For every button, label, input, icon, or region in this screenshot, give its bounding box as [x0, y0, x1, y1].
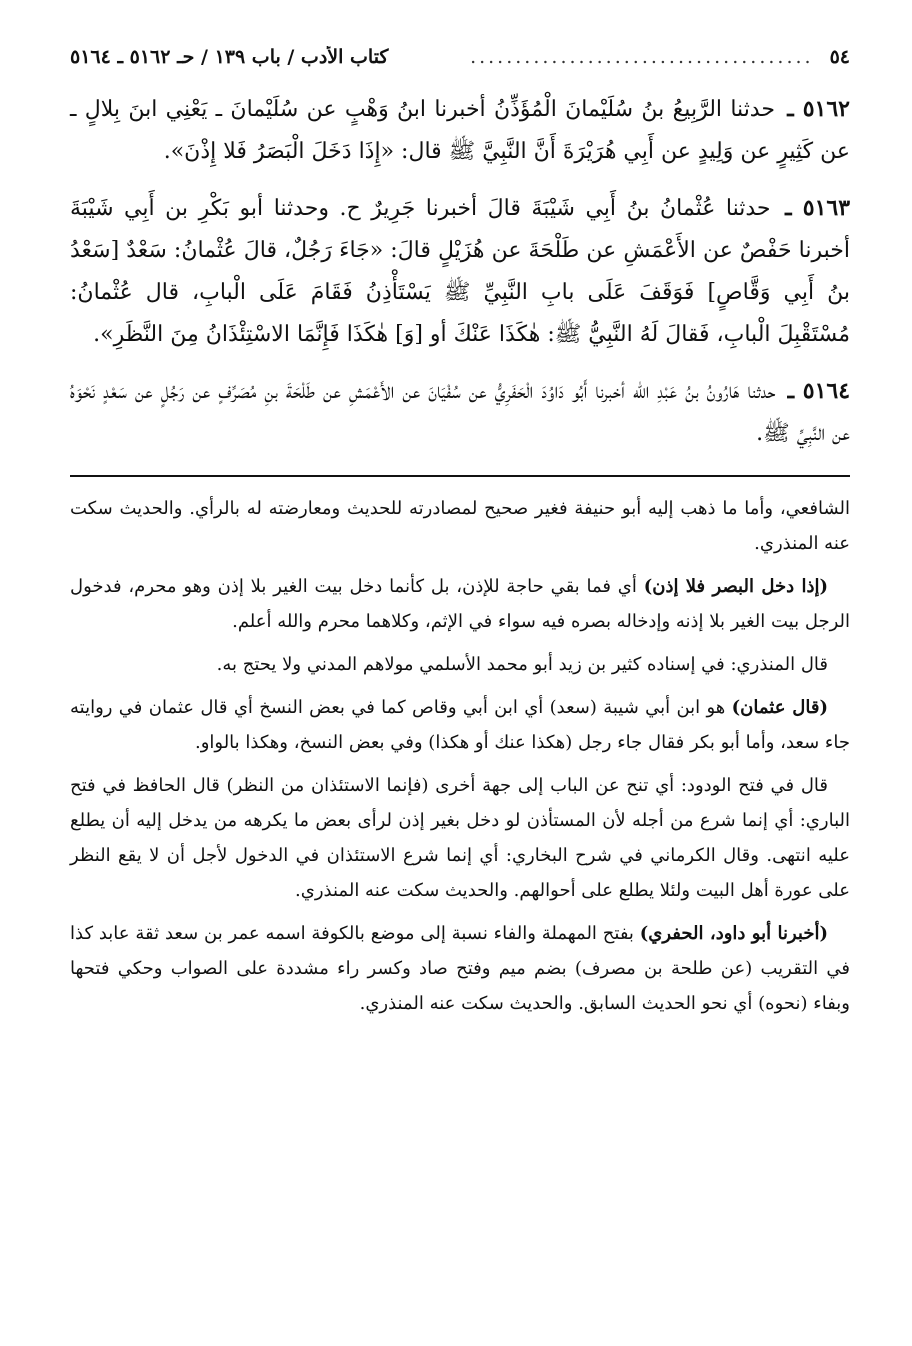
page-number: ٥٤	[829, 46, 850, 68]
hadith-number: ٥١٦٣ ـ	[785, 195, 851, 221]
commentary-lemma: (أخبرنا أبو داود، الحفري)	[639, 923, 828, 944]
commentary-text: قال المنذري: في إسناده كثير بن زيد أبو محمد الأسلمي مولاهم المدني ولا يحتج به.	[216, 654, 828, 675]
page-header	[70, 46, 850, 80]
commentary-lemma: (إذا دخل البصر فلا إذن)	[643, 576, 828, 597]
book-page	[70, 46, 850, 1029]
header-leader-dots: ......................................	[470, 46, 814, 68]
hadith-5163	[70, 187, 850, 356]
commentary-text: قال في فتح الودود: أي تنح عن الباب إلى جهة أخرى (فإنما الاستئذان من النظر) قال الحافظ في فتح الباري: أي إنما شرع من أجله لأن المستأذن لو دخل بغير إذن لرأى بعض ما يكرهه من يدخل إليه أن يطلع عليه انتهى. وقال الكرماني في شرح البخاري: أي إنما شرع الاستئذان في الدخول لأجل أن لا يقع النظر على عورة أهل البيت ولئلا يطلع على أحوالهم. والحديث سكت عنه المنذري.	[70, 775, 850, 901]
commentary-text: بفتح المهملة والفاء نسبة إلى موضع بالكوفة اسمه عمر بن سعد ثقة عابد كذا في التقريب (عن طلحة بن مصرف) بضم ميم وفتح صاد وكسر راء مشددة على الصواب وحكي فتحها وبفاء (نحوه) أي نحو الحديث السابق. والحديث سكت عنه المنذري.	[70, 923, 850, 1014]
hadith-text: حدثنا هَارُونُ بنُ عَبْدِ الله أخبرنا أَبُو دَاوُدَ الْحَفَرِيُّ عن سُفْيَانَ عن الأَعْمَشِ عن طَلْحَةَ بنِ مُصَرِّفٍ عن رَجُلٍ عن سَعْدٍ نَحْوَهُ عن النَّبِيِّ ﷺ.	[70, 379, 850, 446]
commentary-text: الشافعي، وأما ما ذهب إليه أبو حنيفة فغير صحيح لمصادرته للحديث ومعارضته له بالرأي. والحديث سكت عنه المنذري.	[70, 498, 850, 554]
commentary-lemma: (قال عثمان)	[731, 697, 828, 718]
commentary-paragraph	[70, 491, 850, 561]
commentary-text: أي فما بقي حاجة للإذن، بل كأنما دخل بيت الغير بلا إذن وهو محرم، فدخول الرجل بيت الغير بلا إذنه وإدخاله بصره فيه سواء في الإثم، وكلاهما محرم والله أعلم.	[70, 576, 850, 632]
commentary-paragraph	[70, 647, 850, 682]
hadith-5162	[70, 88, 850, 173]
commentary-paragraph	[70, 768, 850, 908]
commentary-paragraph	[70, 916, 850, 1021]
footnote-divider	[70, 475, 850, 477]
hadith-5164	[70, 370, 850, 455]
hadith-text: حدثنا الرَّبِيعُ بنُ سُلَيْمانَ الْمُؤَذِّنُ أخبرنا ابنُ وَهْبٍ عن سُلَيْمانَ ـ يَعْنِي ابنَ بِلالٍ ـ عن كَثِيرٍ عن وَلِيدٍ عن أَبِي هُرَيْرَةَ أَنَّ النَّبِيَّ ﷺ قال: «إِذَا دَخَلَ الْبَصَرُ فَلا إِذْنَ».	[70, 97, 850, 164]
hadith-text: حدثنا عُثْمانُ بنُ أَبِي شَيْبَةَ قالَ أخبرنا جَرِيرٌ ح. وحدثنا أبو بَكْرِ بن أَبِي شَيْبَةَ أخبرنا حَفْصٌ عن الأَعْمَشِ عن طَلْحَةَ عن هُزَيْلٍ قالَ: «جَاءَ رَجُلٌ، قالَ عُثْمانُ: سَعْدٌ [سَعْدُ بنُ أَبِي وَقَّاصٍ] فَوَقَفَ عَلَى بابِ النَّبِيِّ ﷺ يَسْتَأْذِنُ فَقَامَ عَلَى الْبابِ، قال عُثْمانُ: مُسْتَقْبِلَ الْبابِ، فَقالَ لَهُ النَّبِيُّ ﷺ: هٰكَذَا عَنْكَ أو [وَ] هٰكَذَا فَإِنَّمَا الاسْتِئْذَانُ مِنَ النَّظَرِ».	[70, 196, 850, 347]
commentary-text: هو ابن أبي شيبة (سعد) أي ابن أبي وقاص كما في بعض النسخ أي قال عثمان في روايته جاء سعد، وأما أبو بكر فقال جاء رجل (هكذا عنك أو هكذا) وفي بعض النسخ، وهكذا بالواو.	[70, 697, 850, 753]
hadith-number: ٥١٦٤ ـ	[787, 378, 851, 404]
running-title: كتاب الأدب / باب ١٣٩ / حـ ٥١٦٢ ـ ٥١٦٤	[70, 46, 389, 68]
hadith-number: ٥١٦٢ ـ	[787, 96, 850, 122]
commentary-paragraph	[70, 569, 850, 639]
commentary-paragraph	[70, 690, 850, 760]
